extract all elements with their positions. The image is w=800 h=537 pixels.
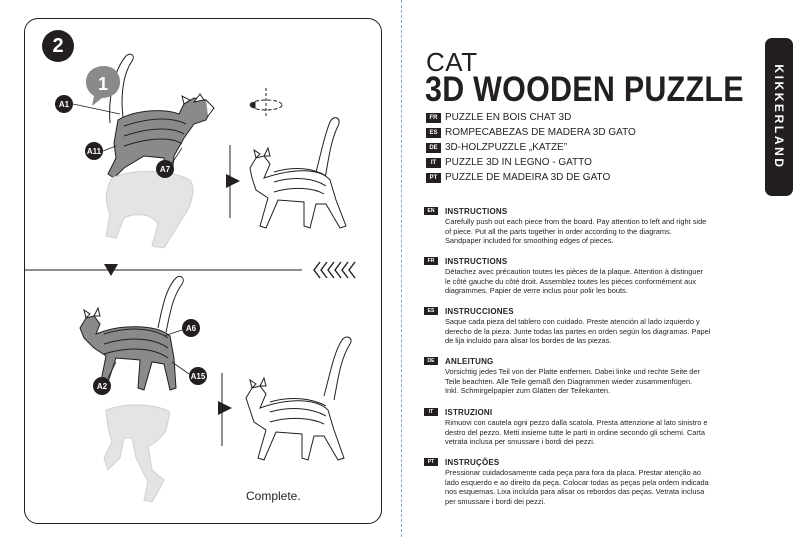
instruction-block — [424, 255, 764, 296]
language-title-list — [426, 110, 636, 185]
language-title: PUZZLE DE MADEIRA 3D DE GATO — [445, 172, 611, 183]
language-code-badge: PT — [424, 458, 438, 466]
instruction-block — [424, 205, 764, 246]
ghost-piece-1 — [106, 171, 193, 248]
cat-stage-3 — [80, 276, 183, 390]
svg-text:A11: A11 — [86, 147, 102, 156]
instruction-line: Détachez avec précaution toutes les pièces de la plaque. Attention à distinguer — [445, 267, 704, 276]
language-code-badge: FR — [426, 113, 441, 123]
instruction-line: derecho de la pieza. Junte todas las partes en orden según los diagramas. Papel — [445, 326, 711, 336]
svg-text:1: 1 — [97, 74, 109, 94]
instruction-line: diagrammes. Papier de verre inclus pour polir les bouts. — [445, 286, 628, 296]
part-label — [164, 319, 200, 337]
chevrons-icon — [314, 262, 355, 278]
language-code-badge: ES — [424, 307, 438, 315]
cat-stage-1 — [108, 54, 214, 178]
instruction-line: lado esquerdo e ao direito da peça. Colocar todas as peças pela ordem indicada — [445, 477, 709, 487]
instruction-line: Sandpaper included for smoothing edges of pieces. — [445, 236, 614, 246]
brand-name: KIKKERLAND — [772, 64, 786, 170]
step-number-badge: 2 — [42, 30, 74, 62]
title-line-2: 3D WOODEN PUZZLE — [425, 70, 744, 109]
cat-stage-4 — [246, 337, 351, 460]
instruction-line: per smussare i bordi dei pezzi. — [445, 496, 546, 506]
language-code-badge: ES — [426, 128, 441, 138]
instruction-body — [445, 267, 765, 296]
instruction-block — [424, 456, 764, 506]
instruction-heading: INSTRUCTIONS — [445, 256, 508, 266]
language-title-row — [426, 125, 636, 140]
language-title: 3D-HOLZPUZZLE „KATZE” — [445, 142, 568, 153]
language-code-badge: PT — [426, 173, 441, 183]
svg-text:A2: A2 — [96, 382, 108, 391]
instruction-body — [445, 418, 765, 447]
language-title: PUZZLE 3D IN LEGNO - GATTO — [445, 157, 592, 168]
part-label — [85, 142, 116, 160]
instruction-line: destro del pezzo. Metti insieme tutte le parti in ordine secondo gli schemi. Carta — [445, 427, 706, 437]
svg-text:A1: A1 — [58, 100, 70, 109]
instruction-heading: INSTRUÇÕES — [445, 457, 500, 467]
language-title-row — [426, 110, 636, 125]
instruction-body — [445, 367, 765, 396]
part-label — [172, 362, 207, 385]
rotate-icon — [250, 88, 282, 118]
title-line-1: CAT — [426, 47, 478, 77]
complete-label: Complete. — [246, 489, 301, 503]
language-title: PUZZLE EN BOIS CHAT 3D — [445, 112, 572, 123]
language-code-badge: FR — [424, 257, 438, 265]
instruction-line: Teile beachten. Alle Teile gemäß den Diagrammen wieder zusammenfügen. — [445, 376, 693, 386]
instruction-heading: INSTRUCCIONES — [445, 306, 514, 316]
instruction-line: nos esquemas. Lixa incluída para alisar os rebordos das peças. Vetrata inclusa — [445, 487, 705, 497]
svg-text:A15: A15 — [190, 372, 206, 381]
instruction-block — [424, 305, 764, 346]
cat-stage-2 — [250, 118, 346, 228]
language-code-badge: DE — [424, 357, 438, 365]
language-code-badge: EN — [424, 207, 438, 215]
instruction-block — [424, 355, 764, 396]
brand-logo — [765, 38, 793, 196]
instruction-line: of piece. Put all the parts together in order according to the diagrams. — [445, 226, 672, 236]
instruction-line: le côté gauche du côté droit. Assemblez toutes les pièces conformément aux — [445, 276, 697, 286]
language-title-row — [426, 140, 636, 155]
language-title-row — [426, 170, 636, 185]
fold-line — [401, 0, 402, 537]
instruction-line: vetrata inclusa per smussare i bordi dei pezzi. — [445, 437, 595, 447]
instruction-heading: INSTRUCTIONS — [445, 206, 508, 216]
instruction-line: Inkl. Schmirgelpapier zum Glätten der Teilekanten. — [445, 386, 611, 396]
instruction-heading: ANLEITUNG — [445, 356, 494, 366]
svg-text:A6: A6 — [185, 324, 197, 333]
right-arrow-icon — [226, 174, 240, 188]
instruction-body — [445, 468, 765, 506]
instruction-line: Rimuovi con cautela ogni pezzo dalla scatola. Presta attenzione al lato sinistro e — [445, 418, 708, 427]
assembly-diagram — [24, 18, 384, 526]
language-code-badge: IT — [426, 158, 441, 168]
instruction-line: Saque cada pieza del tablero con cuidado. Preste atención al lado izquierdo y — [445, 317, 700, 326]
language-title-row — [426, 155, 636, 170]
instruction-body — [445, 217, 765, 246]
instruction-line: de lija incluido para alisar los bordes de las piezas. — [445, 336, 612, 346]
right-arrow-icon — [218, 401, 232, 415]
language-code-badge: DE — [426, 143, 441, 153]
svg-text:A7: A7 — [159, 165, 171, 174]
instruction-heading: ISTRUZIONI — [445, 407, 493, 417]
ghost-piece-2 — [104, 405, 170, 502]
instruction-body — [445, 317, 765, 346]
language-title: ROMPECABEZAS DE MADERA 3D GATO — [445, 127, 636, 138]
instruction-block — [424, 406, 764, 447]
instruction-line: Pressionar cuidadosamente cada peça para fora da placa. Prestar atenção ao — [445, 468, 701, 477]
instruction-line: Carefully push out each piece from the board. Pay attention to left and right side — [445, 217, 707, 226]
instruction-line: Vorsichtig jedes Teil von der Platte entfernen. Dabei linke und rechte Seite der — [445, 367, 700, 376]
language-code-badge: IT — [424, 408, 438, 416]
